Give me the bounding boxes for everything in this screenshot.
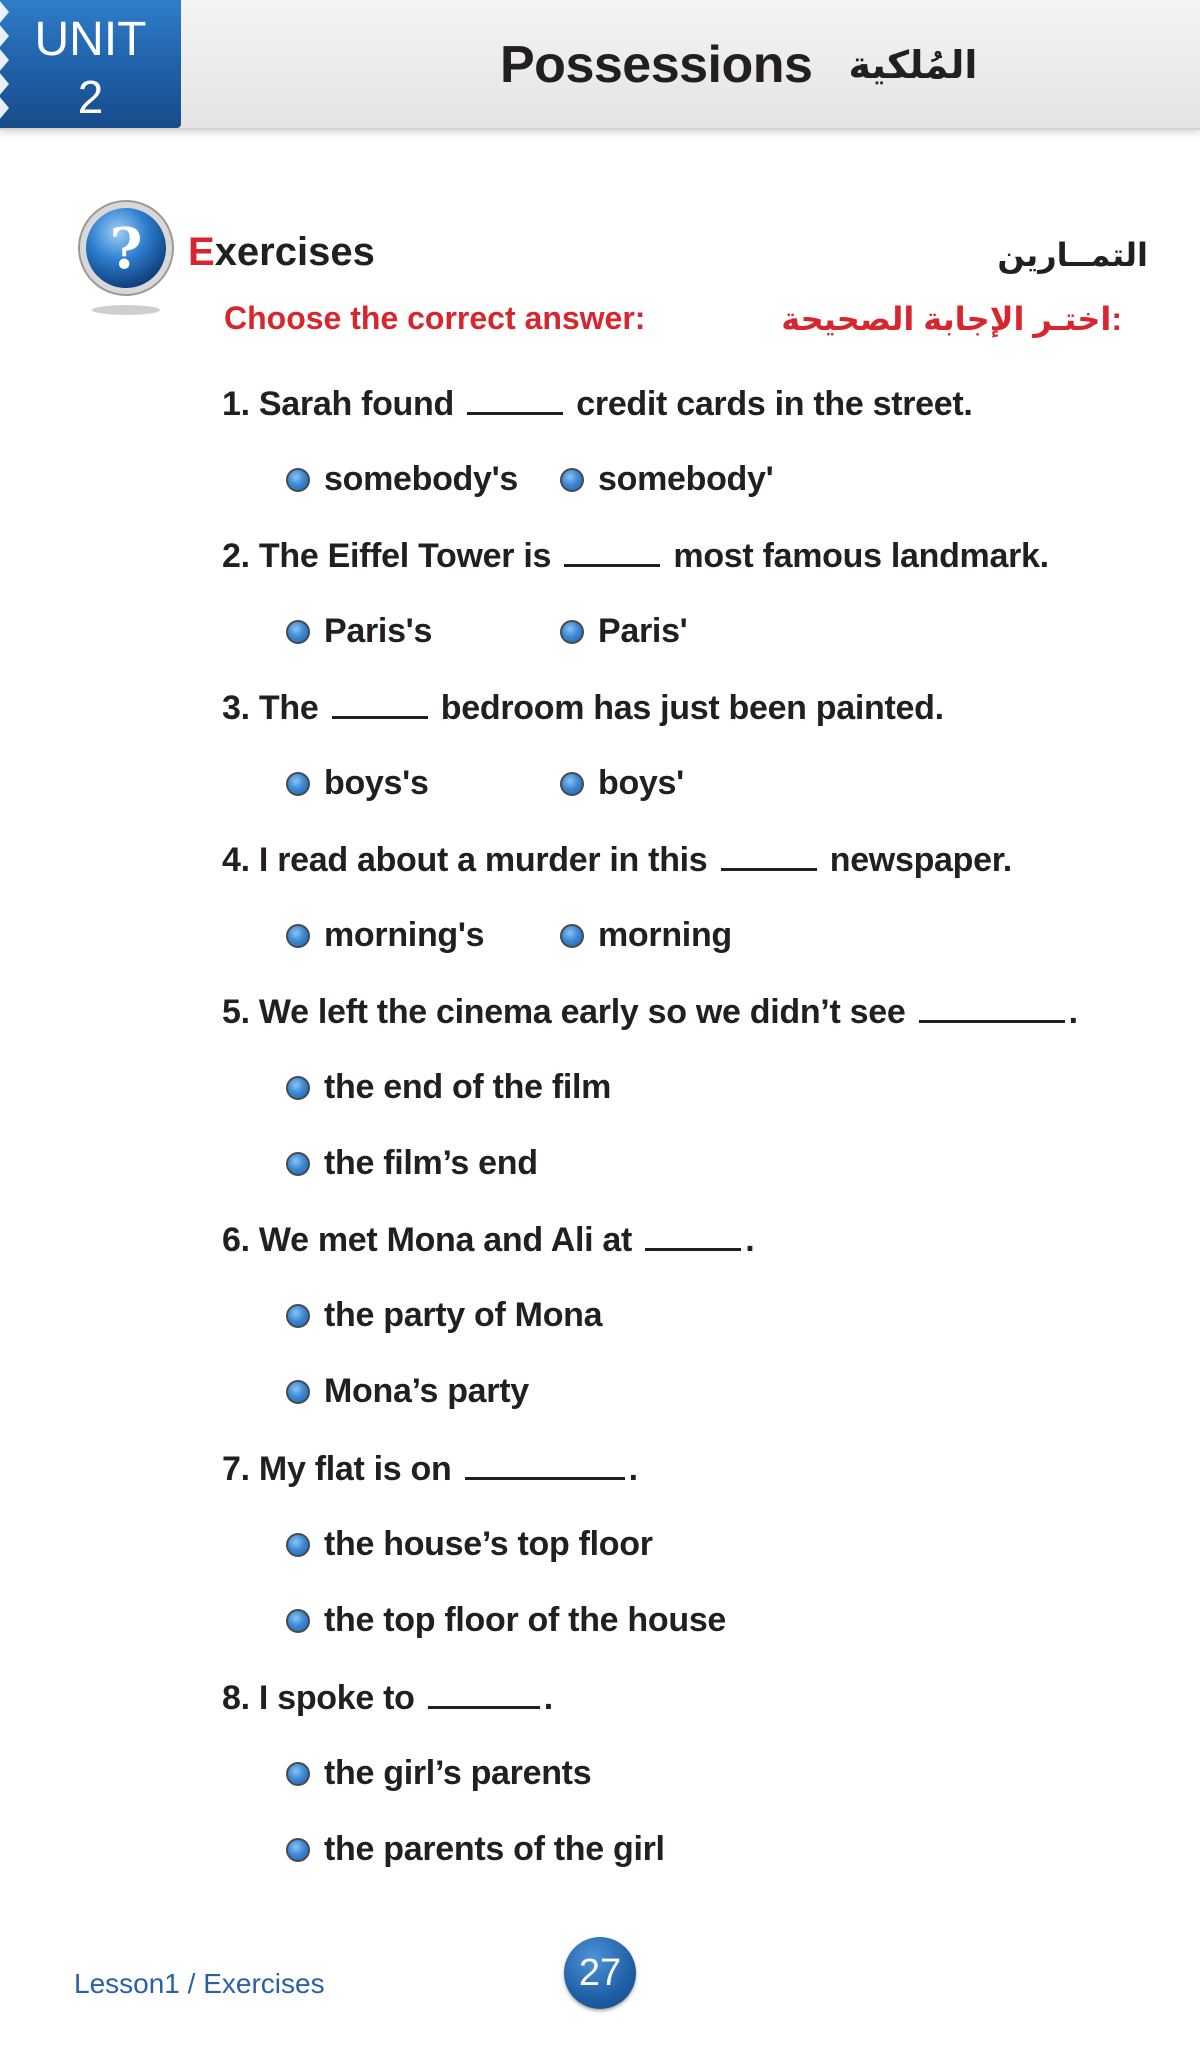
radio-bullet-icon	[286, 1838, 310, 1862]
question-7	[222, 1449, 638, 1489]
option-8b[interactable]	[286, 1830, 665, 1869]
exercises-heading	[188, 230, 375, 275]
option-2b[interactable]	[560, 612, 687, 651]
answer-blank	[645, 1220, 741, 1251]
page-title	[500, 30, 977, 100]
question-1	[222, 384, 973, 424]
option-label: somebody'	[598, 460, 774, 498]
option-label: boys'	[598, 764, 684, 802]
option-label: the party of Mona	[324, 1296, 603, 1334]
unit-tab	[0, 0, 181, 128]
option-7b[interactable]	[286, 1601, 726, 1640]
exercises-heading-first-letter: E	[188, 230, 215, 274]
radio-bullet-icon	[286, 1533, 310, 1557]
question-number: 3.	[222, 689, 250, 727]
option-label: the girl’s parents	[324, 1754, 592, 1792]
radio-bullet-icon	[560, 468, 584, 492]
option-5a[interactable]	[286, 1068, 611, 1107]
question-mark-icon	[76, 194, 176, 318]
answer-blank	[465, 1449, 625, 1480]
footer-lesson-label: Lesson1 / Exercises	[74, 1968, 325, 1999]
radio-bullet-icon	[286, 1609, 310, 1633]
page-number-badge: 27	[564, 1937, 636, 2009]
option-label: the parents of the girl	[324, 1830, 665, 1868]
radio-bullet-icon	[286, 1762, 310, 1786]
unit-label: UNIT	[34, 13, 147, 66]
radio-bullet-icon	[286, 924, 310, 948]
exercises-heading-rest: xercises	[214, 230, 375, 274]
question-text-after: .	[1068, 993, 1078, 1031]
option-2a[interactable]	[286, 612, 432, 651]
question-number: 6.	[222, 1221, 250, 1259]
radio-bullet-icon	[560, 772, 584, 796]
radio-bullet-icon	[286, 1076, 310, 1100]
question-number: 1.	[222, 385, 250, 423]
question-text-after: credit cards in the street.	[576, 385, 973, 423]
option-label: Mona’s party	[324, 1372, 529, 1410]
option-8a[interactable]	[286, 1754, 591, 1793]
answer-blank	[332, 688, 428, 719]
radio-bullet-icon	[286, 1304, 310, 1328]
exercises-heading-ar: التمــارين	[997, 237, 1148, 273]
radio-bullet-icon	[286, 468, 310, 492]
question-text-before: We met Mona and Ali at	[258, 1221, 633, 1259]
question-text-after: .	[628, 1450, 638, 1488]
answer-blank	[919, 992, 1065, 1023]
svg-text:?: ?	[109, 216, 143, 282]
option-label: somebody's	[324, 460, 519, 498]
option-label: the end of the film	[324, 1068, 612, 1106]
answer-blank	[564, 536, 660, 567]
option-5b[interactable]	[286, 1144, 538, 1183]
question-number: 7.	[222, 1450, 250, 1488]
option-label: the film’s end	[324, 1144, 538, 1182]
option-3a[interactable]	[286, 764, 429, 803]
question-number: 2.	[222, 537, 250, 575]
radio-bullet-icon	[286, 620, 310, 644]
option-label: morning	[598, 916, 732, 954]
option-1a[interactable]	[286, 460, 518, 499]
question-text-before: I spoke to	[258, 1679, 415, 1717]
question-text-after: .	[745, 1221, 755, 1259]
question-text-before: We left the cinema early so we didn’t see	[258, 993, 906, 1031]
page-title-ar: المُلكية	[848, 44, 978, 87]
option-6a[interactable]	[286, 1296, 602, 1335]
instruction-ar: :اختـر الإجابة الصحيحة	[781, 301, 1122, 337]
option-label: the house’s top floor	[324, 1525, 653, 1563]
option-label: the top floor of the house	[324, 1601, 727, 1639]
question-4	[222, 840, 1012, 880]
question-text-before: The	[258, 689, 319, 727]
answer-blank	[428, 1678, 540, 1709]
question-2	[222, 536, 1049, 576]
option-label: Paris's	[324, 612, 433, 650]
option-label: boys's	[324, 764, 429, 802]
option-3b[interactable]	[560, 764, 684, 803]
question-text-before: My flat is on	[258, 1450, 452, 1488]
radio-bullet-icon	[560, 620, 584, 644]
answer-blank	[721, 840, 817, 871]
question-text-after: .	[543, 1679, 553, 1717]
option-4a[interactable]	[286, 916, 484, 955]
question-5	[222, 992, 1078, 1032]
question-text-before: I read about a murder in this	[258, 841, 708, 879]
option-label: morning's	[324, 916, 485, 954]
question-6	[222, 1220, 754, 1260]
question-text-after: newspaper.	[829, 841, 1012, 879]
question-text-before: The Eiffel Tower is	[258, 537, 552, 575]
answer-blank	[467, 384, 563, 415]
option-label: Paris'	[598, 612, 688, 650]
radio-bullet-icon	[286, 772, 310, 796]
option-6b[interactable]	[286, 1372, 529, 1411]
page-title-en: Possessions	[500, 36, 813, 94]
question-3	[222, 688, 944, 728]
option-7a[interactable]	[286, 1525, 653, 1564]
question-number: 5.	[222, 993, 250, 1031]
radio-bullet-icon	[560, 924, 584, 948]
option-1b[interactable]	[560, 460, 773, 499]
unit-number: 2	[77, 71, 104, 123]
question-text-after: bedroom has just been painted.	[440, 689, 944, 727]
question-text-after: most famous landmark.	[673, 537, 1049, 575]
question-number: 8.	[222, 1679, 250, 1717]
question-8	[222, 1678, 553, 1718]
instruction: Choose the correct answer:	[224, 300, 646, 336]
radio-bullet-icon	[286, 1152, 310, 1176]
option-4b[interactable]	[560, 916, 732, 955]
question-text-before: Sarah found	[258, 385, 454, 423]
radio-bullet-icon	[286, 1380, 310, 1404]
question-number: 4.	[222, 841, 250, 879]
